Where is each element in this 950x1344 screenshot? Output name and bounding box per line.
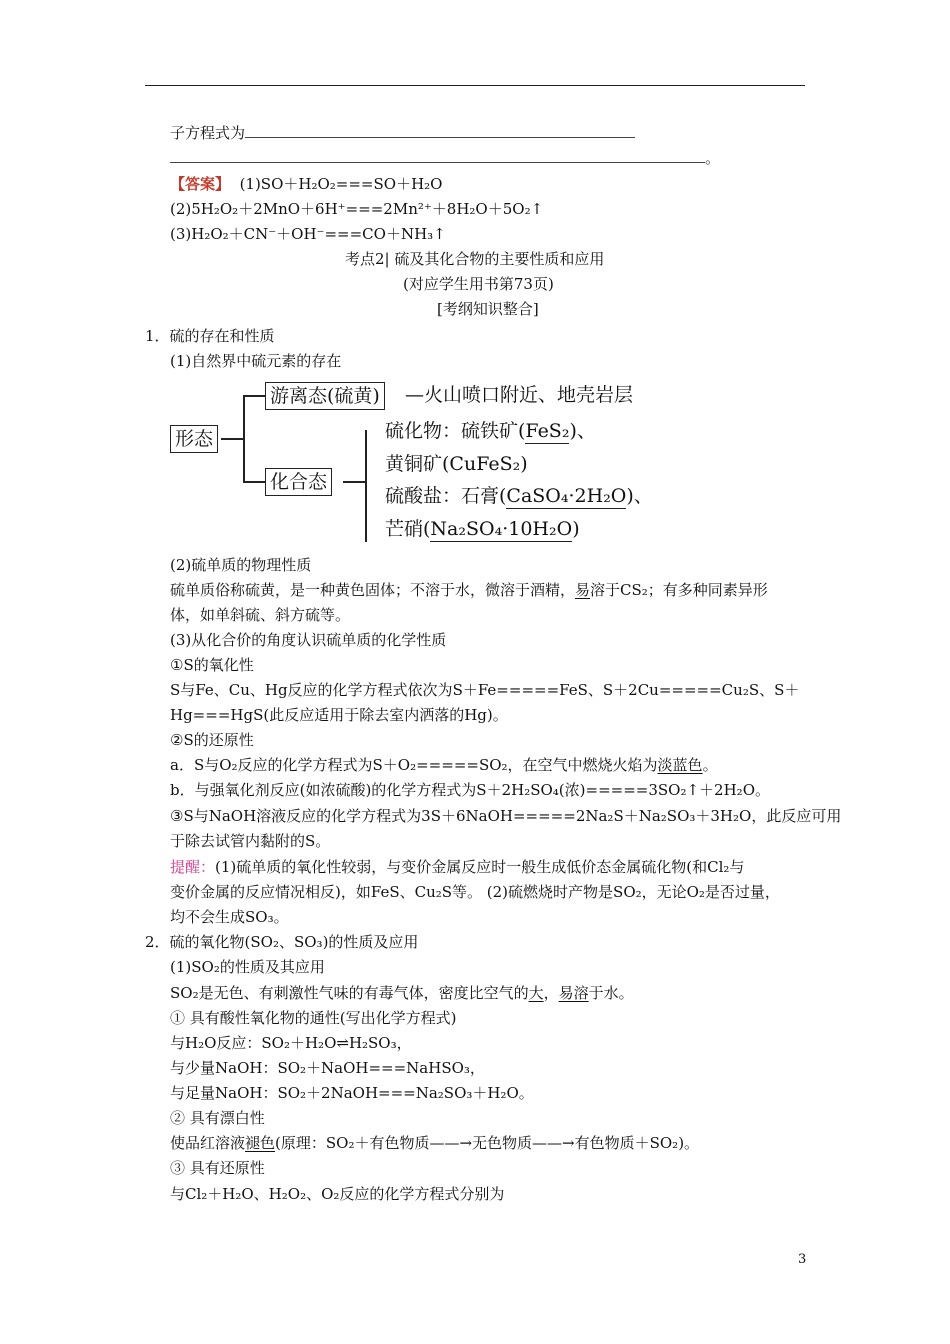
naoh-line-2: 于除去试管内黏附的S。	[170, 832, 331, 850]
connector-bottom	[243, 481, 265, 483]
oxidation-line-2: Hg===HgS(此反应适用于除去室内洒落的Hg)。	[170, 706, 508, 724]
part1-heading: 1．硫的存在和性质	[145, 327, 275, 345]
section-title: 考点2| 硫及其化合物的主要性质和应用	[345, 250, 605, 268]
oxidation-line-1: S与Fe、Cu、Hg反应的化学方程式依次为S＋Fe=====FeS、S＋2Cu=====Cu₂S、S＋	[170, 681, 800, 699]
pyrite: FeS₂	[525, 420, 570, 442]
reduce-line: 与Cl₂＋H₂O、H₂O₂、O₂反应的化学方程式分别为	[170, 1185, 505, 1203]
answer-item-1: (1)SO＋H₂O₂===SO＋H₂O	[239, 175, 443, 193]
physical-text-a: 硫单质俗称硫黄，是一种黄色固体；不溶于水，微溶于酒精，	[170, 581, 576, 599]
reduction-b: b．与强氧化剂反应(如浓硫酸)的化学方程式为S＋2H₂SO₄(浓)=====3SO₂↑＋2H₂O。	[170, 781, 770, 799]
reduction-heading: ②S的还原性	[170, 731, 254, 749]
acid-heading: ① 具有酸性氧化物的通性(写出化学方程式)	[170, 1009, 457, 1027]
so2-desc	[170, 983, 634, 1003]
intro-end: 。	[705, 149, 721, 167]
tip-line-1	[170, 857, 744, 877]
part2-sub1: (1)SO₂的性质及其应用	[170, 958, 325, 976]
bleach-text-b: (原理：SO₂＋有色物质——→无色物质——→有色物质＋SO₂)。	[275, 1134, 700, 1152]
acid-naoh-excess: 与足量NaOH：SO₂＋2NaOH===Na₂SO₃＋H₂O。	[170, 1084, 534, 1102]
combined-state-box: 化合态	[265, 468, 332, 496]
reduce-heading: ③ 具有还原性	[170, 1159, 265, 1177]
tip-line-3: 均不会生成SO₃。	[170, 908, 289, 926]
acid-naoh-small: 与少量NaOH：SO₂＋NaOH===NaHSO₃，	[170, 1059, 485, 1077]
oxidation-heading: ①S的氧化性	[170, 656, 254, 674]
tip-line-2: 变价金属的反应情况相反)，如FeS、Cu₂S等。 (2)硫燃烧时产物是SO₂，无论O₂是否过量，	[170, 883, 780, 901]
connector-root	[221, 438, 243, 440]
bleach-heading: ② 具有漂白性	[170, 1109, 265, 1127]
so2-desc-u2: 易溶	[558, 984, 589, 1002]
diagram-root-box: 形态	[170, 425, 218, 453]
mirabilite: Na₂SO₄·10H₂O	[430, 518, 573, 540]
tip-text-1: (1)硫单质的氧化性较弱，与变价金属反应时一般生成低价态金属硫化物(和Cl₂与	[215, 858, 745, 876]
reduction-a-underline: 淡蓝色	[657, 756, 703, 774]
sulfate-end: )、	[626, 485, 653, 507]
free-state-desc: —火山喷口附近、地壳岩层	[405, 384, 634, 406]
gypsum: CaSO₄·2H₂O	[506, 485, 627, 507]
header-rule	[145, 85, 805, 86]
physical-heading: (2)硫单质的物理性质	[170, 556, 312, 574]
physical-underline: 易	[575, 581, 591, 599]
mirabilite-line	[385, 516, 580, 542]
connector-combined-vertical	[365, 430, 367, 542]
answer-line-1	[170, 174, 442, 194]
sulfur-forms-diagram	[165, 375, 685, 550]
intro-text: 子方程式为	[170, 124, 246, 142]
sulfate-label: 硫酸盐：石膏(	[385, 485, 507, 507]
chalcopyrite: CuFeS₂	[449, 453, 521, 475]
section-ref: (对应学生用书第73页)	[403, 275, 554, 293]
intro-line-1	[170, 123, 635, 143]
sulfide-end: )、	[569, 420, 596, 442]
so2-desc-a: SO₂是无色、有刺激性气味的有毒气体，密度比空气的	[170, 984, 529, 1002]
physical-text-b: 溶于CS₂；有多种同素异形	[590, 581, 768, 599]
connector-combined	[343, 481, 365, 483]
mirabilite-label: 芒硝(	[385, 518, 431, 540]
so2-desc-b: ，	[543, 984, 559, 1002]
answer-item-3: (3)H₂O₂＋CN⁻＋OH⁻===CO＋NH₃↑	[170, 225, 446, 243]
answer-item-2: (2)5H₂O₂＋2MnO＋6H⁺===2Mn²⁺＋8H₂O＋5O₂↑	[170, 200, 544, 218]
bleach-text-a: 使品红溶液	[170, 1134, 246, 1152]
free-state-box: 游离态(硫黄)	[265, 382, 385, 410]
sulfate-line	[385, 483, 653, 509]
part1-sub1: (1)自然界中硫元素的存在	[170, 352, 342, 370]
page-number: 3	[798, 1252, 807, 1267]
so2-desc-c: 于水。	[588, 984, 634, 1002]
chalcopyrite-line	[385, 451, 528, 477]
physical-line-1	[170, 580, 768, 600]
reduction-a-text: a．S与O₂反应的化学方程式为S＋O₂=====SO₂，在空气中燃烧火焰为	[170, 756, 658, 774]
answer-blank-1	[245, 123, 635, 138]
sulfide-label: 硫化物：硫铁矿(	[385, 420, 526, 442]
sulfide-line	[385, 418, 596, 444]
section-bracket: [考纲知识整合]	[437, 300, 539, 318]
tip-label: 提醒：	[170, 858, 216, 876]
naoh-line-1: ③S与NaOH溶液反应的化学方程式为3S＋6NaOH=====2Na₂S＋Na₂SO₃＋3H₂O，此反应可用	[170, 807, 842, 825]
mirabilite-end: )	[572, 518, 580, 540]
acid-water: 与H₂O反应：SO₂＋H₂O⇌H₂SO₃，	[170, 1034, 412, 1052]
bleach-line	[170, 1133, 699, 1153]
chalcopyrite-label: 黄铜矿(	[385, 453, 450, 475]
reduction-a	[170, 755, 718, 775]
connector-vertical	[243, 395, 245, 482]
reduction-a-end: 。	[702, 756, 718, 774]
bleach-underline: 褪色	[245, 1134, 276, 1152]
answer-tag: 【答案】	[170, 175, 231, 193]
part2-heading: 2．硫的氧化物(SO₂、SO₃)的性质及应用	[145, 933, 419, 951]
physical-line-2: 体，如单斜硫、斜方硫等。	[170, 606, 351, 624]
so2-desc-u1: 大	[528, 984, 544, 1002]
answer-blank-2	[170, 148, 705, 163]
connector-top	[243, 395, 265, 397]
intro-line-2	[170, 148, 720, 168]
chemical-heading: (3)从化合价的角度认识硫单质的化学性质	[170, 631, 447, 649]
chalcopyrite-end: )	[520, 453, 528, 475]
